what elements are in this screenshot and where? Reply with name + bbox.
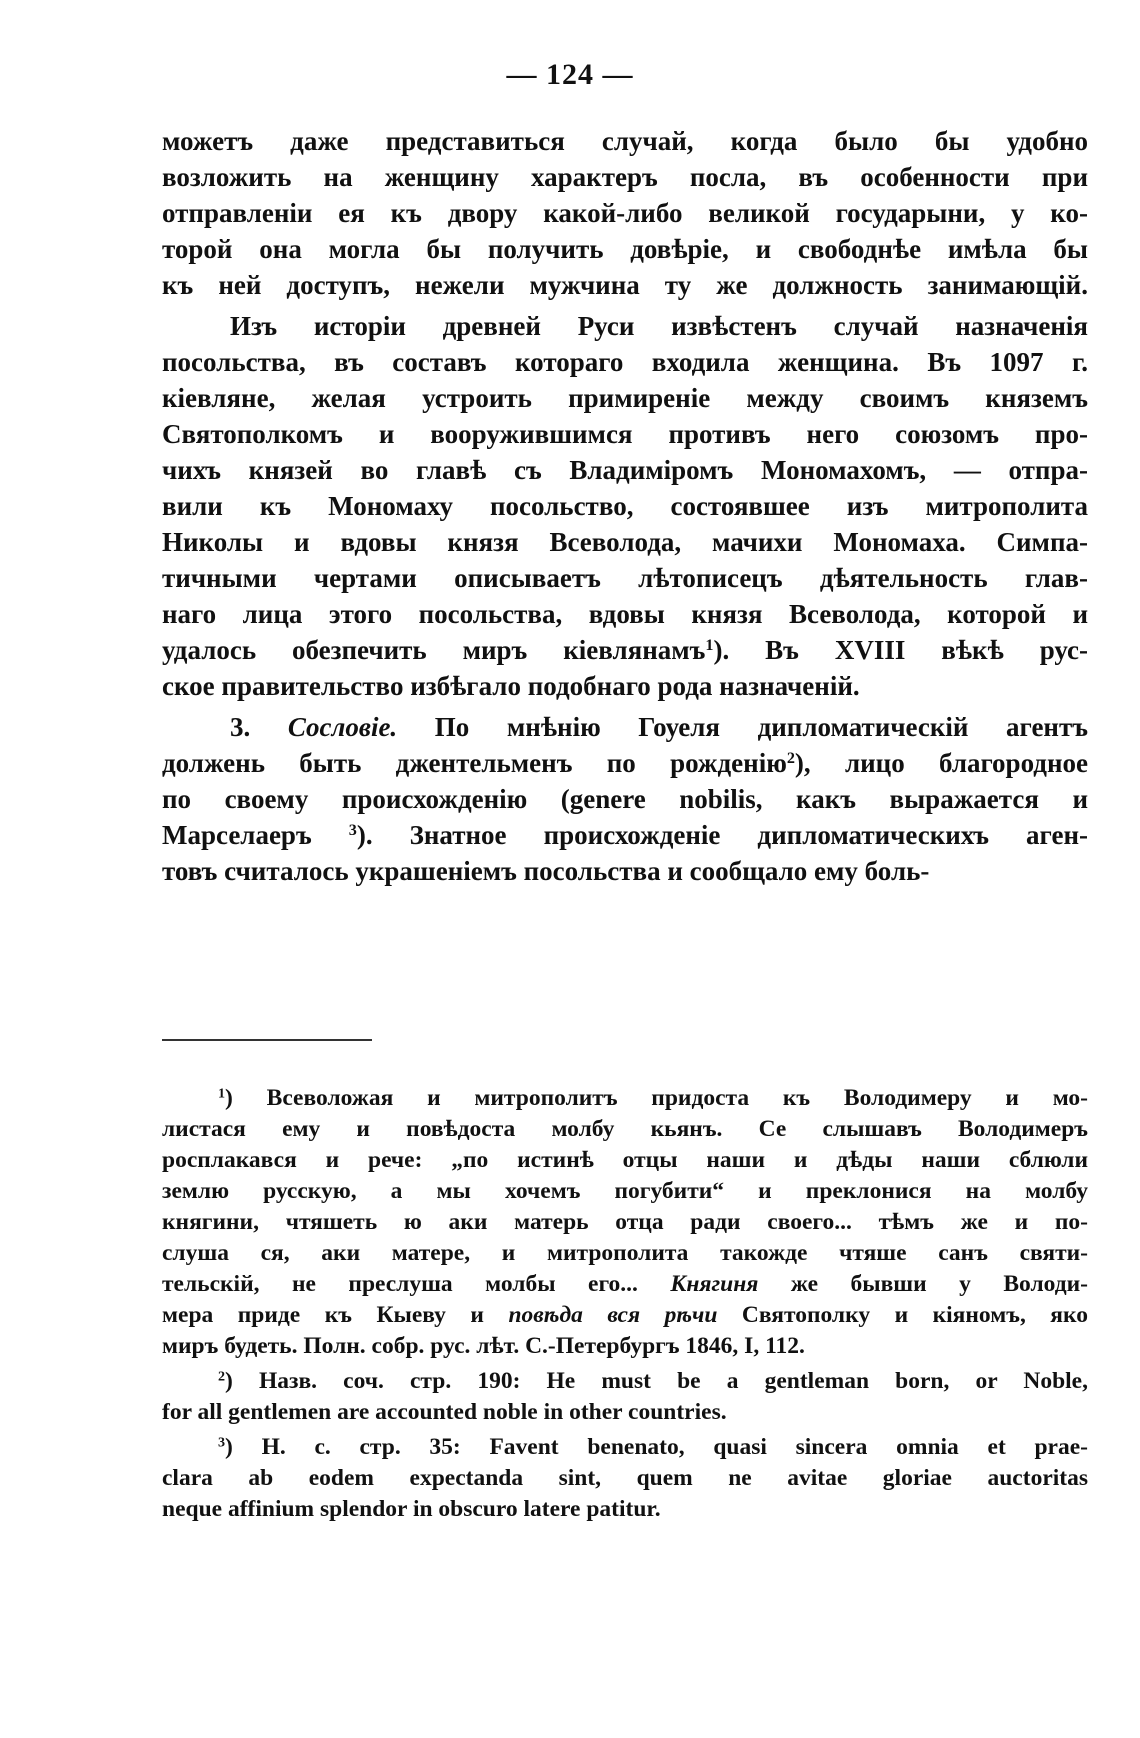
footnote-line: княгини, чтяшеть ю аки матерь отца ради своего... тѣмъ же и по- xyxy=(162,1209,1088,1235)
body-line: Изъ исторіи древней Руси извѣстенъ случай назначенія xyxy=(230,311,1088,341)
footnote-line: слуша ся, аки матере, и митрополита такожде чтяше санъ святи- xyxy=(162,1240,1088,1266)
footnote-marker: 1 xyxy=(218,1085,226,1102)
body-line xyxy=(230,707,1088,747)
footnote-line xyxy=(162,1298,1088,1332)
body-line: тичными чертами описываетъ лѣтописецъ дѣятельность глав- xyxy=(162,563,1088,593)
body-line: чихъ князей во главѣ съ Владиміромъ Мономахомъ, — отпра- xyxy=(162,455,1088,485)
body-line: отправленіи ея къ двору какой-либо великой государыни, у ко- xyxy=(162,198,1088,228)
body-line xyxy=(162,630,1088,670)
body-line: можетъ даже представиться случай, когда было бы удобно xyxy=(162,126,1088,156)
footnote-text: тельскій, не преслуша молбы его... xyxy=(162,1271,638,1297)
footnote-line: миръ будеть. Полн. собр. рус. лѣт. С.-Петербургъ 1846, I, 112. xyxy=(162,1333,805,1359)
body-line: возложить на женщину характеръ посла, въ особенности при xyxy=(162,162,1088,192)
footnote-marker: 2 xyxy=(218,1368,226,1385)
body-line: ское правительство избѣгало подобнаго рода назначеній. xyxy=(162,671,860,701)
body-line-text: ). Въ XVIII вѣкѣ рус- xyxy=(713,635,1088,665)
footnote-italic: повѣда вся рѣчи xyxy=(508,1302,718,1328)
body-line: по своему происхожденію (genere nobilis, какъ выражается и xyxy=(162,784,1088,814)
footnote-line: $^3$) Н. с. стр. 35: Favent benenato, quasi sincera omnia et prae- xyxy=(218,1434,1088,1460)
footnote-ref-1: 1 xyxy=(705,636,714,655)
footnote-ref-3: 3 xyxy=(348,821,357,840)
footnote-text: мера приде къ Кыеву и xyxy=(162,1302,484,1328)
footnote-italic: Княгиня xyxy=(670,1271,759,1297)
body-line-text: ), лицо благородное xyxy=(794,748,1088,778)
footnote-line: землю русскую, а мы хочемъ погубити“ и преклонися на молбу xyxy=(162,1178,1088,1204)
footnote-line: neque affinium splendor in obscuro latere patitur. xyxy=(162,1496,661,1522)
body-line: товъ считалось украшеніемъ посольства и сообщало ему боль- xyxy=(162,856,930,886)
body-line xyxy=(162,815,1088,855)
footnote-text: Всеволожая и митрополитъ придоста къ Володимеру и мо- xyxy=(266,1085,1088,1111)
page-number: — 124 — xyxy=(506,58,634,91)
body-line-text: удалось обезпечить миръ кіевлянамъ xyxy=(162,635,706,665)
footnote-line xyxy=(162,1267,1088,1301)
footnote-text: Назв. соч. стр. 190: He must be a gentleman born, or Noble, xyxy=(259,1368,1088,1394)
body-line: посольства, въ составъ котораго входила женщина. Въ 1097 г. xyxy=(162,347,1088,377)
section-heading: Сословіе. xyxy=(287,712,398,742)
footnote-text: Святополку и кіяномъ, яко xyxy=(741,1302,1088,1328)
body-line xyxy=(162,743,1088,783)
footnote-line: $^1$) Всеволожая и митрополитъ придоста къ Володимеру и мо- xyxy=(218,1085,1088,1111)
body-line: къ ней доступъ, нежели мужчина ту же должность занимающій. xyxy=(162,270,1088,300)
body-line: Николы и вдовы князя Всеволода, мачихи Мономаха. Симпа- xyxy=(162,527,1088,557)
footnote-ref-2: 2 xyxy=(786,749,795,768)
body-line: торой она могла бы получить довѣріе, и свободнѣе имѣла бы xyxy=(162,234,1088,264)
footnote-line: росплакався и рече: „по истинѣ отцы наши и дѣды наши сблюли xyxy=(162,1147,1088,1173)
body-line: вили къ Мономаху посольство, состоявшее изъ митрополита xyxy=(162,491,1088,521)
footnote-line: clara ab eodem expectanda sint, quem ne avitae gloriae auctoritas xyxy=(162,1465,1088,1491)
body-line-text: ). Знатное происхожденіе дипломатическихъ аген- xyxy=(356,820,1088,850)
body-line-text: должень быть джентельменъ по рожденію xyxy=(162,748,787,778)
footnote-line: for all gentlemen are accounted noble in other countries. xyxy=(162,1399,727,1425)
body-line: кіевляне, желая устроить примиреніе между своимъ княземъ xyxy=(162,383,1088,413)
body-line: Святополкомъ и вооружившимся противъ него союзомъ про- xyxy=(162,419,1088,449)
footnote-line: листася ему и повѣдоста молбу кьянъ. Се слышавъ Володимеръ xyxy=(162,1116,1088,1142)
footnote-text: же бывши у Володи- xyxy=(790,1271,1088,1297)
footnote-marker: 3 xyxy=(218,1434,226,1451)
footnote-line: $^2$) Назв. соч. стр. 190: He must be a gentleman born, or Noble, xyxy=(218,1368,1088,1394)
section-number: 3. xyxy=(230,712,251,742)
footnote-text: Н. с. стр. 35: Favent benenato, quasi sincera omnia et prae- xyxy=(261,1434,1088,1460)
footnote-divider xyxy=(162,1039,372,1041)
body-line-text: Марселаеръ xyxy=(162,820,312,850)
body-line-text: По мнѣнію Гоуеля дипломатическій агентъ xyxy=(434,712,1088,742)
body-line: наго лица этого посольства, вдовы князя Всеволода, которой и xyxy=(162,599,1088,629)
